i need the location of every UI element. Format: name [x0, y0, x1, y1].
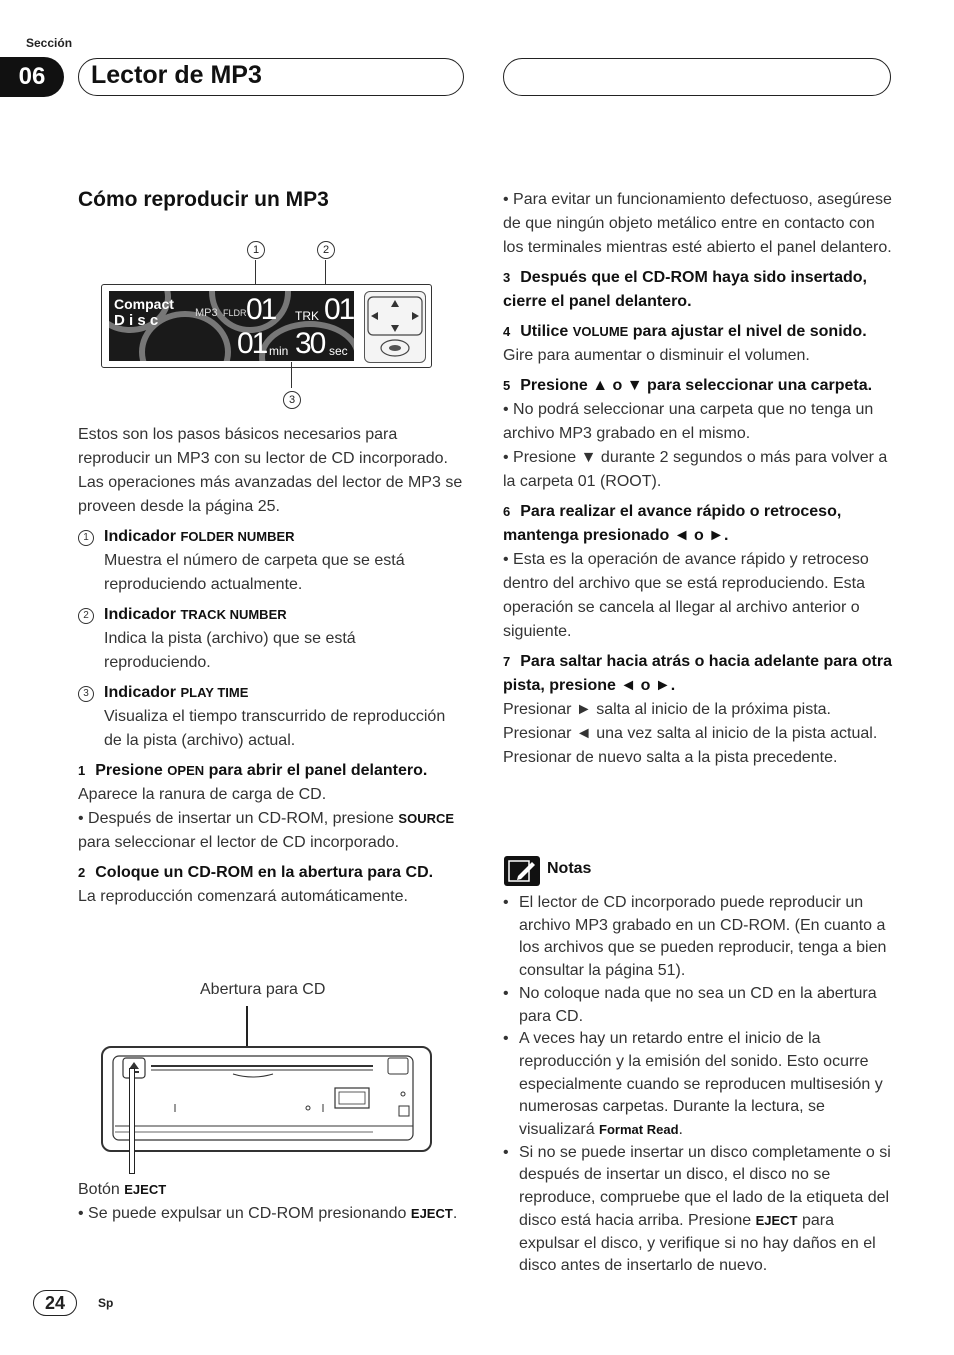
lcd-min-label: min [269, 344, 289, 358]
control-pad-icon [365, 292, 425, 362]
lcd-compact: Compact [114, 296, 174, 312]
metal-warning: • Para evitar un funcionamiento defectuoso, asegúrese de que ningún objeto metálico entre en contacto con los terminales mientras esté abierto el panel delantero. [503, 191, 892, 256]
lcd-fldr: FLDR [223, 308, 247, 318]
multi-control-pad [364, 291, 426, 363]
callout-3-line [291, 362, 292, 388]
step-1: 1 Presione OPEN para abrir el panel delantero. Aparece la ranura de carga de CD. • Después de insertar un CD-ROM, presione SOURCE para seleccionar el lector de CD incorporado. [78, 762, 455, 851]
chapter-title: Lector de MP3 [91, 61, 262, 89]
chapter-title-box [78, 58, 464, 96]
step-7: 7 Para saltar hacia atrás o hacia adelante para otra pista, presione ◄ o ►. Presionar ► salta al inicio de la próxima pista. Presionar ◄ una vez salta al inicio de la pista actual. Presionar de nuevo salta a la pista precedente. [503, 653, 892, 766]
lcd-sec-label: sec [329, 344, 348, 358]
lcd-minutes: 01 [237, 327, 267, 360]
cd-unit-illustration [101, 1046, 432, 1152]
notes-list [503, 892, 893, 1278]
notes-title: Notas [547, 860, 592, 877]
right-body [503, 188, 893, 770]
step-4: 4 Utilice VOLUME para ajustar el nivel de sonido. Gire para aumentar o disminuir el volumen. [503, 323, 867, 364]
intro-paragraph: Estos son los pasos básicos necesarios para reproducir un MP3 con su lector de CD incorporado. Las operaciones más avanzadas del lector de MP3 se proveen desde la página 25. [78, 426, 463, 515]
step-6: 6 Para realizar el avance rápido o retroceso, mantenga presionado ◄ o ►. • Esta es la operación de avance rápido y retroceso dentro del archivo que se está reproduciendo. Esta operación se cancela al llegar al archivo anterior o siguiente. [503, 503, 869, 640]
lcd-display-illustration [101, 284, 432, 368]
cd-slot-label: Abertura para CD [200, 981, 326, 998]
language-code: Sp [98, 1296, 114, 1310]
indicator-1: 1 Indicador FOLDER NUMBER Muestra el número de carpeta que se está reproduciendo actualmente. [78, 525, 466, 597]
note-3: • A veces hay un retardo entre el inicio de la reproducción y la emisión del sonido. Esto ocurre especialmente cuando se reproducen multisesión y numerosas carpetas. Durante la lectura, se visualizará Format Read. [503, 1028, 893, 1142]
callout-1: 1 [247, 241, 265, 259]
note-4: • Si no se puede insertar un disco completamente o si después de insertar un disco, el disco no se reproduce, compruebe que el lado de la etiqueta del disco está hacia arriba. Presione EJECT para expulsar el disco, y verifique si no hay daños en el disco antes de insertarlo de nuevo. [503, 1142, 893, 1278]
step-3: 3 Después que el CD-ROM haya sido insertado, cierre el panel delantero. [503, 269, 867, 310]
cd-unit-drawing [103, 1048, 430, 1150]
indicator-2: 2 Indicador TRACK NUMBER Indica la pista (archivo) que se está reproduciendo. [78, 603, 466, 675]
section-label: Sección [26, 36, 73, 50]
eject-pointer [129, 1068, 135, 1174]
section-number: 06 [0, 57, 64, 97]
note-1: • El lector de CD incorporado puede reproducir un archivo MP3 grabado en un CD-ROM. (En cuanto a los archivos que se pueden reproducir, tenga a bien consultar la página 51). [503, 892, 893, 983]
lcd-seconds: 30 [295, 327, 325, 360]
lcd-trk: TRK [295, 309, 319, 323]
callout-2: 2 [317, 241, 335, 259]
lcd-mp3: MP3 [195, 307, 218, 319]
step-5: 5 Presione ▲ o ▼ para seleccionar una carpeta. • No podrá seleccionar una carpeta que no tenga un archivo MP3 grabado en el mismo. • Presione ▼ durante 2 segundos o más para volver a la carpeta 01 (ROOT). [503, 377, 888, 490]
lcd-disc: D i s c [114, 312, 159, 329]
indicator-3: 3 Indicador PLAY TIME Visualiza el tiempo transcurrido de reproducción de la pista (archivo) actual. [78, 681, 466, 753]
left-body [78, 423, 466, 909]
callout-3: 3 [283, 391, 301, 409]
lcd-screen [109, 291, 354, 361]
header-empty-box [503, 58, 891, 96]
page-number: 24 [33, 1290, 77, 1316]
lcd-track-number: 01 [324, 293, 354, 326]
lcd-folder-number: 01 [246, 293, 276, 326]
note-2: • No coloque nada que no sea un CD en la abertura para CD. [503, 983, 893, 1028]
notes-pencil-icon [504, 856, 540, 886]
eject-notes: Botón EJECT • Se puede expulsar un CD-ROM presionando EJECT. [78, 1181, 458, 1222]
step-2: 2 Coloque un CD-ROM en la abertura para CD. La reproducción comenzará automáticamente. [78, 864, 434, 905]
page-heading: Cómo reproducir un MP3 [78, 188, 329, 211]
